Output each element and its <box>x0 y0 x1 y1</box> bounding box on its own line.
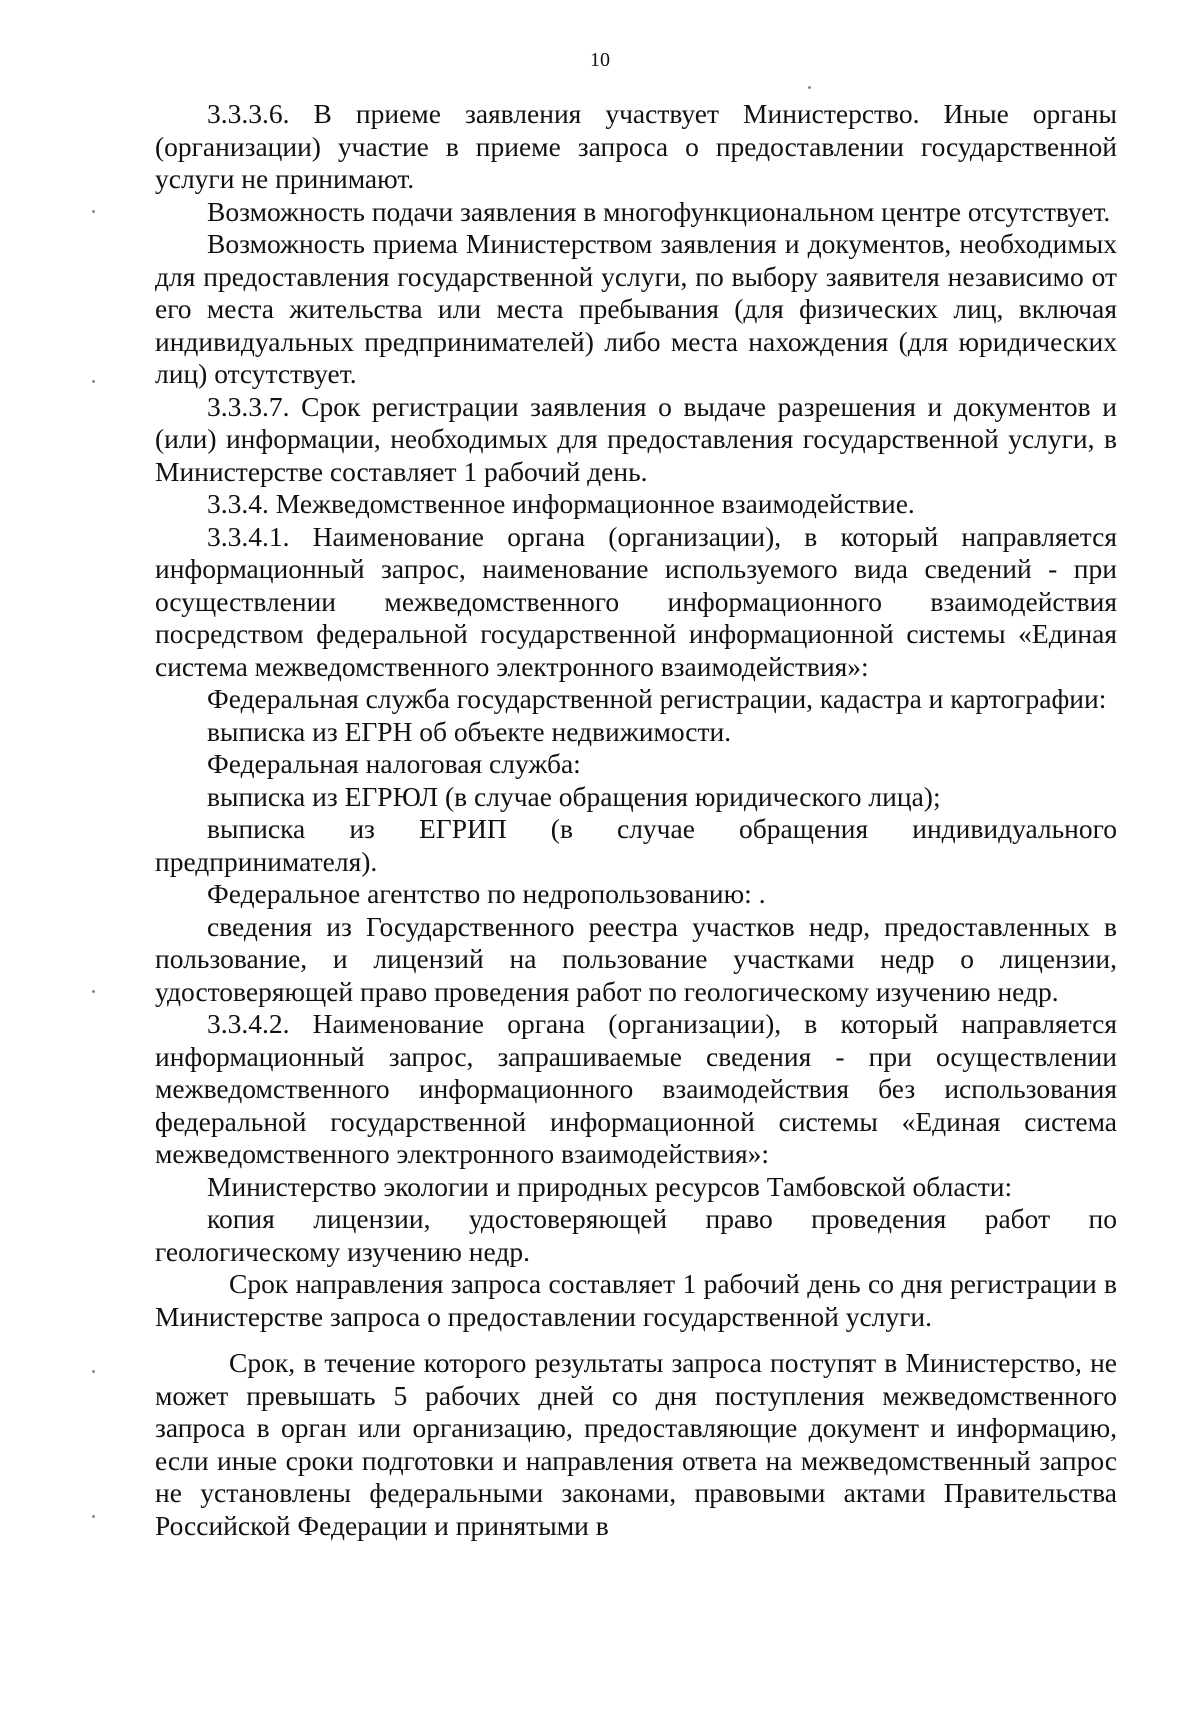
scan-speck <box>92 1370 95 1373</box>
scan-speck <box>92 210 95 213</box>
paragraph-3-3-4-1: 3.3.4.1. Наименование органа (организации), в который направляется информационный запрос, наименование используемого вида сведений - при осуществлении межведомственного информационного взаимодействия посредством федеральной государственной информационной системы «Единая система межведомственного электронного взаимодействия»: <box>155 520 1117 682</box>
paragraph-rosreestr: Федеральная служба государственной регистрации, кадастра и картографии: <box>207 683 1107 714</box>
scan-speck <box>92 1515 95 1518</box>
paragraph-rosnedra: Федеральное агентство по недропользованию: . <box>207 878 766 909</box>
paragraph-3-3-4: 3.3.4. Межведомственное информационное взаимодействие. <box>207 488 915 519</box>
scan-speck <box>92 990 95 993</box>
document-body <box>155 98 1117 1542</box>
paragraph-tax-service: Федеральная налоговая служба: <box>207 748 581 779</box>
page-number: 10 <box>590 49 610 71</box>
paragraph-egrn-extract: выписка из ЕГРН об объекте недвижимости. <box>207 715 732 747</box>
paragraph-license-copy: копия лицензии, удостоверяющей право проведения работ по геологическому изучению недр. <box>155 1203 1117 1267</box>
paragraph-mfc-absence: Возможность подачи заявления в многофункциональном центре отсутствует. <box>207 195 1111 227</box>
scan-speck <box>808 86 811 89</box>
paragraph-3-3-4-2: 3.3.4.2. Наименование органа (организации), в который направляется информационный запрос, запрашиваемые сведения - при осуществлении межведомственного информационного взаимодействия без использования федеральной государственной информационной системы «Единая система межведомственного электронного взаимодействия»: <box>155 1008 1117 1169</box>
paragraph-egrip-extract: выписка из ЕГРИП (в случае обращения индивидуального предпринимателя). <box>155 813 1117 877</box>
paragraph-ecology-ministry: Министерство экологии и природных ресурсов Тамбовской области: <box>207 1170 1013 1202</box>
scan-speck <box>92 380 95 383</box>
paragraph-extraterritorial: Возможность приема Министерством заявления и документов, необходимых для предоставления государственной услуги, по выбору заявителя независимо от его места жительства или места пребывания (для физических лиц, включая индивидуальных предпринимателей) либо места нахождения (для юридических лиц) отсутствует. <box>155 228 1117 389</box>
paragraph-subsoil-registry: сведения из Государственного реестра участков недр, предоставленных в пользование, и лицензий на пользование участками недр о лицензии, удостоверяющей право проведения работ по геологическому изучению недр. <box>155 910 1117 1007</box>
paragraph-3-3-3-6: 3.3.3.6. В приеме заявления участвует Министерство. Иные органы (организации) участие в приеме запроса о предоставлении государственной услуги не принимают. <box>155 98 1117 194</box>
paragraph-request-term: Срок направления запроса составляет 1 рабочий день со дня регистрации в Министерстве запроса о предоставлении государственной услуги. <box>155 1268 1117 1332</box>
paragraph-egrul-extract: выписка из ЕГРЮЛ (в случае обращения юридического лица); <box>207 780 941 812</box>
paragraph-response-term: Срок, в течение которого результаты запроса поступят в Министерство, не может превышать 5 рабочих дней со дня поступления межведомственного запроса в орган или организацию, предоставляющие документ и информацию, если иные сроки подготовки и направления ответа на межведомственный запрос не установлены федеральными законами, правовыми актами Правительства Российской Федерации и принятыми в <box>155 1347 1117 1541</box>
paragraph-3-3-3-7: 3.3.3.7. Срок регистрации заявления о выдаче разрешения и документов и (или) информации, необходимых для предоставления государственной услуги, в Министерстве составляет 1 рабочий день. <box>155 390 1117 487</box>
